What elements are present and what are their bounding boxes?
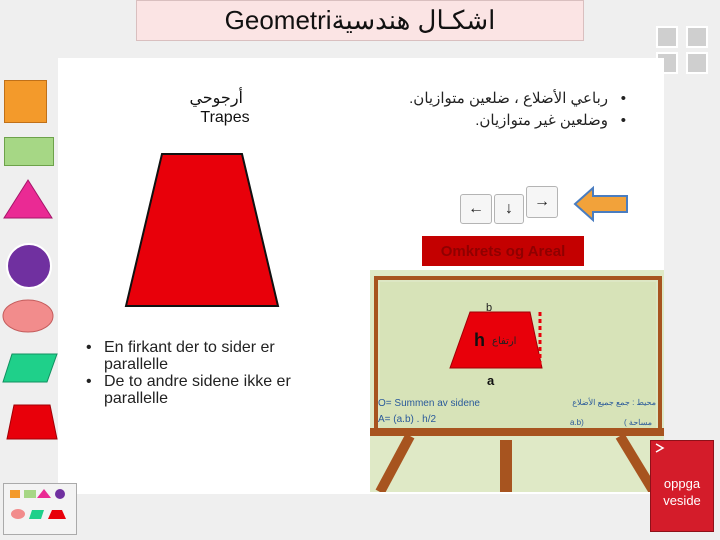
next-page-label: oppga veside bbox=[663, 476, 701, 508]
formula-arabic-area-part: a.b) bbox=[570, 418, 584, 427]
thumbnail-shapes bbox=[4, 484, 76, 534]
formula-perimeter: O= Summen av sidene bbox=[378, 398, 480, 409]
shape-trapezoid[interactable] bbox=[6, 404, 58, 440]
arrow-down-button[interactable] bbox=[494, 194, 524, 224]
title-arabic: اشكـال هندسية bbox=[331, 5, 496, 35]
page-title bbox=[136, 0, 584, 41]
right-palette-square-2[interactable] bbox=[656, 26, 678, 48]
right-palette-square-3[interactable] bbox=[686, 52, 708, 74]
arrow-right-button[interactable] bbox=[526, 186, 558, 218]
trapezoid-title-arabic: أرجوحي bbox=[189, 90, 243, 107]
trapezoid-title-norwegian: Trapes bbox=[200, 109, 250, 126]
title-latin: Geometri bbox=[224, 5, 332, 35]
description-item: • De to andre sidene ikke er parallelle bbox=[82, 373, 332, 407]
description-item: • En firkant der to sider er parallelle bbox=[82, 339, 332, 373]
shape-rectangle[interactable] bbox=[4, 137, 54, 166]
shape-square[interactable] bbox=[4, 80, 47, 123]
label-b: b bbox=[486, 302, 493, 314]
arrow-left-button[interactable] bbox=[460, 194, 492, 224]
formula-arabic-perimeter: محيط : جمع جميع الأضلاع bbox=[572, 398, 656, 407]
arrow-down-icon: ↓ bbox=[505, 200, 513, 217]
arabic-description-list bbox=[360, 88, 628, 132]
formula-arabic-area: مساحة ) bbox=[624, 418, 652, 427]
trapezoid-illustration bbox=[122, 150, 282, 310]
trapezoid-description-list bbox=[82, 339, 332, 407]
arrow-right-icon: → bbox=[534, 193, 550, 210]
next-page-button[interactable] bbox=[650, 440, 714, 532]
label-a: a bbox=[487, 373, 495, 388]
video-title: Omkrets og Areal bbox=[440, 242, 566, 260]
pointer-arrow-icon bbox=[573, 185, 629, 223]
shape-circle[interactable] bbox=[5, 242, 53, 290]
shape-parallelogram[interactable] bbox=[2, 353, 58, 383]
next-page-icon bbox=[655, 443, 665, 453]
slide-thumbnail[interactable] bbox=[3, 483, 77, 535]
label-height-arabic: ارتفاع bbox=[492, 336, 517, 347]
arabic-description-item: • رباعي الأضلاع ، ضلعين متوازيان. bbox=[360, 88, 628, 110]
formula-area: A= (a.b) . h/2 bbox=[378, 414, 437, 425]
arabic-description-item: • وضلعين غير متوازيان. bbox=[360, 110, 628, 132]
shape-triangle[interactable] bbox=[3, 179, 53, 219]
arrow-left-icon: ← bbox=[468, 200, 484, 217]
video-title-banner bbox=[422, 236, 584, 266]
right-palette-square-1[interactable] bbox=[686, 26, 708, 48]
label-h: h bbox=[474, 330, 485, 350]
easel-illustration bbox=[370, 270, 664, 492]
shape-ellipse[interactable] bbox=[2, 299, 54, 333]
